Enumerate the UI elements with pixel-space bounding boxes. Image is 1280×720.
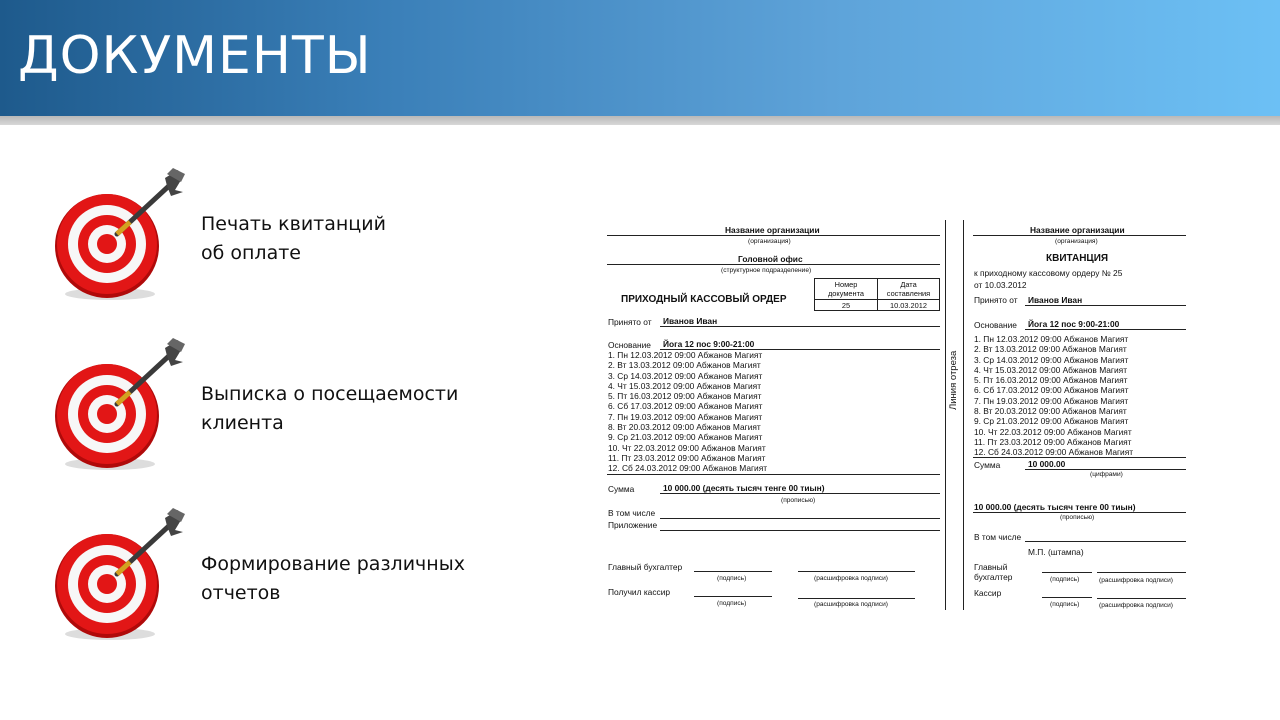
header-divider: [0, 116, 1280, 125]
receipt-including-label: В том числе: [974, 532, 1022, 542]
receipt-title: КВИТАНЦИЯ: [1046, 253, 1109, 264]
list-item: 1. Пн 12.03.2012 09:00 Абжанов Магият: [974, 334, 1129, 344]
list-item: 5. Пт 16.03.2012 09:00 Абжанов Магият: [608, 391, 762, 402]
list-item: 8. Вт 20.03.2012 09:00 Абжанов Магият: [974, 406, 1127, 417]
feature-item-reports: [55, 506, 555, 646]
receipt-words-caption: (прописью): [1060, 514, 1095, 521]
order-org-name: Название организации: [725, 225, 820, 235]
receipt-org-name: Название организации: [1030, 225, 1125, 235]
receipt-received-label: Принято от: [974, 295, 1018, 305]
cash-receipt-document: [600, 218, 1200, 613]
order-sum-label: Сумма: [608, 484, 635, 494]
order-received-label: Принято от: [608, 317, 652, 327]
receipt-visits-list: [974, 334, 1133, 458]
order-dept-name: Головной офис: [738, 254, 803, 264]
list-item: 8. Вт 20.03.2012 09:00 Абжанов Магият: [608, 422, 761, 433]
list-item: 5. Пт 16.03.2012 09:00 Абжанов Магият: [974, 375, 1128, 386]
order-visits-list: [608, 350, 767, 474]
list-item: 9. Ср 21.03.2012 09:00 Абжанов Магият: [608, 432, 763, 443]
feature-label: Формирование различных отчетов: [201, 553, 465, 604]
list-item: 12. Сб 24.03.2012 09:00 Абжанов Магият: [974, 447, 1134, 458]
list-item: 9. Ср 21.03.2012 09:00 Абжанов Магият: [974, 416, 1129, 427]
receipt-received-value: Иванов Иван: [1028, 295, 1083, 305]
date-value: 10.03.2012: [878, 300, 940, 311]
date-header: Дата составления: [878, 279, 940, 300]
list-item: 7. Пн 19.03.2012 09:00 Абжанов Магият: [974, 395, 1129, 406]
receipt-cashier-label: Кассир: [974, 588, 1002, 598]
order-attachment-label: Приложение: [608, 520, 658, 530]
decode-caption: (расшифровка подписи): [814, 601, 888, 608]
list-item: 11. Пт 23.03.2012 09:00 Абжанов Магият: [974, 436, 1132, 447]
feature-label: Выписка о посещаемости клиента: [201, 383, 459, 434]
target-icon: [55, 166, 190, 306]
num-value: 25: [815, 300, 878, 311]
list-item: 10. Чт 22.03.2012 09:00 Абжанов Магият: [974, 426, 1132, 437]
list-item: 6. Сб 17.03.2012 09:00 Абжанов Магият: [974, 385, 1129, 396]
list-item: 3. Ср 14.03.2012 09:00 Абжанов Магият: [608, 370, 763, 381]
receipt-chief-label-1: Главный: [974, 562, 1008, 572]
order-including-label: В том числе: [608, 508, 656, 518]
order-sum-value: 10 000.00 (десять тысяч тенге 00 тиын): [663, 483, 825, 493]
order-cashier-label: Получил кассир: [608, 587, 671, 597]
order-chief-label: Главный бухгалтер: [608, 562, 683, 572]
target-icon: [55, 336, 190, 476]
list-item: 1. Пн 12.03.2012 09:00 Абжанов Магият: [608, 350, 763, 360]
page-title: ДОКУМЕНТЫ: [18, 26, 372, 86]
target-icon: [55, 506, 190, 646]
order-dept-caption: (структурное подразделение): [721, 267, 812, 274]
num-header: Номер документа: [815, 279, 878, 300]
receipt-chief-label-2: бухгалтер: [974, 572, 1013, 582]
order-number-date-table: [814, 278, 940, 311]
list-item: 10. Чт 22.03.2012 09:00 Абжанов Магият: [608, 442, 766, 453]
feature-label: Печать квитанций об оплате: [201, 213, 386, 264]
cut-line-label: Линия отреза: [948, 350, 959, 410]
sign-caption: (подпись): [717, 600, 747, 607]
feature-item-print-receipts: [55, 166, 555, 306]
sign-caption: (подпись): [717, 575, 747, 582]
receipt-ref-line: к приходному кассовому ордеру № 25: [974, 268, 1123, 278]
receipt-org-caption: (организация): [1055, 238, 1098, 245]
sign-caption: (подпись): [1050, 576, 1080, 583]
list-item: 6. Сб 17.03.2012 09:00 Абжанов Магият: [608, 401, 763, 412]
order-org-caption: (организация): [748, 238, 791, 245]
receipt-sum-words: 10 000.00 (десять тысяч тенге 00 тиын): [974, 502, 1136, 512]
list-item: 7. Пн 19.03.2012 09:00 Абжанов Магият: [608, 411, 763, 422]
list-item: 11. Пт 23.03.2012 09:00 Абжанов Магият: [608, 452, 766, 463]
order-words-caption: (прописью): [781, 497, 816, 504]
receipt-sum-value: 10 000.00: [1028, 459, 1066, 469]
order-basis-value: Йога 12 пос 9:00-21:00: [663, 339, 755, 349]
order-title: ПРИХОДНЫЙ КАССОВЫЙ ОРДЕР: [621, 294, 787, 305]
decode-caption: (расшифровка подписи): [1099, 602, 1173, 609]
decode-caption: (расшифровка подписи): [814, 575, 888, 582]
header-banner: [0, 0, 1280, 116]
list-item: 2. Вт 13.03.2012 09:00 Абжанов Магият: [608, 360, 761, 371]
list-item: 12. Сб 24.03.2012 09:00 Абжанов Магият: [608, 463, 768, 474]
decode-caption: (расшифровка подписи): [1099, 577, 1173, 584]
list-item: 4. Чт 15.03.2012 09:00 Абжанов Магият: [608, 380, 762, 391]
order-basis-label: Основание: [608, 340, 651, 350]
receipt-sum-label: Сумма: [974, 460, 1001, 470]
list-item: 3. Ср 14.03.2012 09:00 Абжанов Магият: [974, 354, 1129, 365]
list-item: 4. Чт 15.03.2012 09:00 Абжанов Магият: [974, 364, 1128, 375]
receipt-basis-value: Йога 12 пос 9:00-21:00: [1028, 319, 1120, 329]
order-received-value: Иванов Иван: [663, 316, 718, 326]
receipt-basis-label: Основание: [974, 320, 1017, 330]
receipt-date-line: от 10.03.2012: [974, 280, 1027, 290]
receipt-digits-caption: (цифрами): [1090, 471, 1123, 478]
receipt-stamp-label: М.П. (штампа): [1028, 547, 1084, 557]
feature-item-attendance: [55, 336, 555, 476]
sign-caption: (подпись): [1050, 601, 1080, 608]
list-item: 2. Вт 13.03.2012 09:00 Абжанов Магият: [974, 344, 1127, 355]
